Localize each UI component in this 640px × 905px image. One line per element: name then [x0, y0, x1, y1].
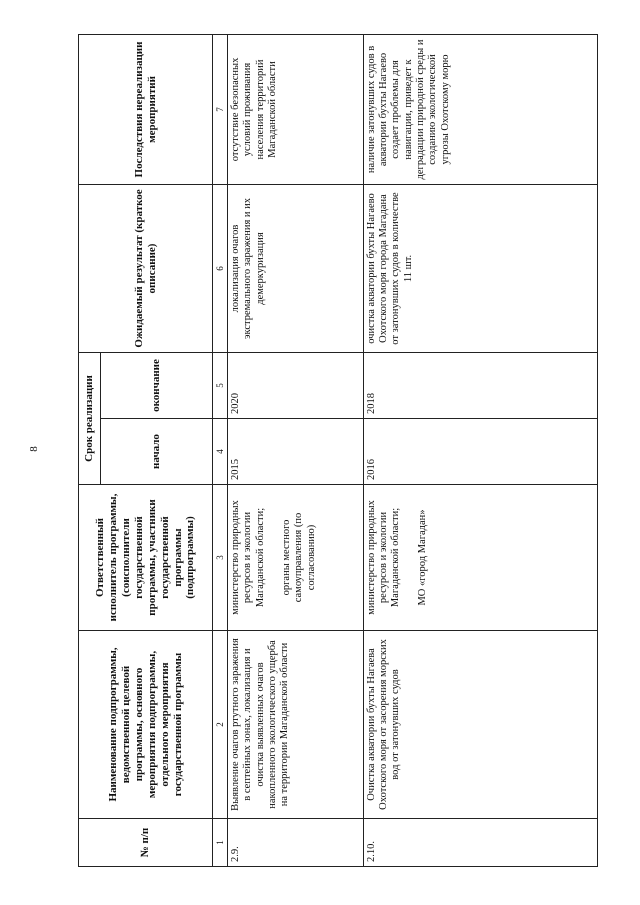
- measure-name: Выявление очагов ртутного заражения в септейных зонах, локализация и очистка выявленных очагов накопленного экологического ущерба на территории Магаданской области: [227, 631, 363, 819]
- header-consequences: Последствия нереализации мероприятий: [79, 34, 213, 184]
- column-number: 5: [213, 352, 228, 418]
- table-row: [363, 34, 597, 866]
- expected-result: локализация очагов экстремального заражения и их демеркуризация: [227, 184, 363, 352]
- header-result: Ожидаемый результат (краткое описание): [79, 184, 213, 352]
- row-number: 2.9.: [227, 819, 363, 867]
- executor-secondary: органы местного самоуправления (по согласованию): [281, 512, 317, 603]
- column-number: 6: [213, 184, 228, 352]
- table-row: [227, 34, 363, 866]
- executor-cell: [363, 485, 597, 631]
- start-year: 2016: [363, 419, 597, 485]
- executor-primary: министерство природных ресурсов и экологии Магаданской области;: [365, 500, 402, 615]
- end-year: 2018: [363, 352, 597, 418]
- column-number: 7: [213, 34, 228, 184]
- header-name: Наименование подпрограммы, ведомственной целевой программы, основного мероприятия подпрограммы, отдельного мероприятия государственной программы: [79, 631, 213, 819]
- rotated-table-page: [78, 35, 598, 867]
- header-no: № п/п: [79, 819, 213, 867]
- start-year: 2015: [227, 419, 363, 485]
- column-number: 4: [213, 419, 228, 485]
- consequences: отсутствие безопасных условий проживания населения территорий Магаданской области: [227, 34, 363, 184]
- column-number: 1: [213, 819, 228, 867]
- executor-cell: [227, 485, 363, 631]
- executor-primary: министерство природных ресурсов и экологии Магаданской области;: [229, 500, 266, 615]
- end-year: 2020: [227, 352, 363, 418]
- header-executor: Ответственный исполнитель программы, (соисполнители государственной программы, участники государственной программы (подпрограммы): [79, 485, 213, 631]
- program-measures-table: [78, 34, 598, 867]
- header-end: окончание: [101, 352, 213, 418]
- consequences: наличие затонувших судов в акватории бухты Нагаево создает проблемы для навигации, приведет к деградации природной среды и созданию экологической угрозы Охотскому морю: [363, 34, 597, 184]
- column-number: 2: [213, 631, 228, 819]
- header-term: Срок реализации: [79, 352, 101, 484]
- page-number: 8: [28, 446, 40, 452]
- row-number: 2.10.: [363, 819, 597, 867]
- header-start: начало: [101, 419, 213, 485]
- column-number: 3: [213, 485, 228, 631]
- measure-name: Очистка акватории бухты Нагаева Охотского моря от засорения морских вод от затонувших судов: [363, 631, 597, 819]
- executor-secondary: МО «город Магадан»: [416, 509, 428, 606]
- expected-result: очистка акватории бухты Нагаево Охотского моря города Магадана от затонувших судов в количестве 11 шт.: [363, 184, 597, 352]
